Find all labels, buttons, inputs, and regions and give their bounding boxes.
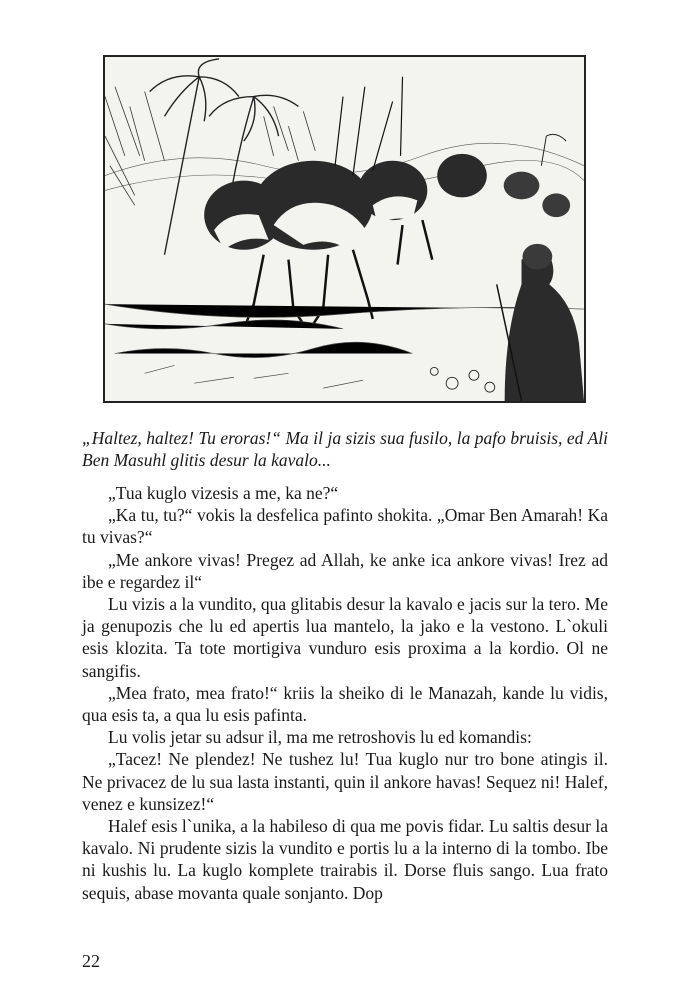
paragraph: „Mea frato, mea frato!“ kriis la sheiko di le Manazah, kande lu vidis, qua esis ta, a qua lu esis pafinta.	[82, 682, 608, 726]
engraving-illustration	[103, 55, 586, 403]
battle-scene-engraving	[105, 57, 584, 401]
paragraph: Lu volis jetar su adsur il, ma me retroshovis lu ed komandis:	[108, 727, 532, 748]
paragraph: „Ka tu, tu?“ vokis la desfelica pafinto shokita. „Omar Ben Amarah! Ka tu vivas?“	[82, 505, 608, 548]
paragraph: Lu vizis a la vundito, qua glitabis desur la kavalo e jacis sur la tero. Me ja genupozis che lu ed apertis lua mantelo, la jako e la vestono. L`okuli esis klozita. Ta tote mortigiva vunduro esis proxima a la kordio. Ol ne sangifis.	[82, 594, 608, 681]
paragraph: „Tua kuglo vizesis a me, ka ne?“	[108, 483, 339, 503]
body-text	[82, 482, 608, 904]
paragraph: „Me ankore vivas! Pregez ad Allah, ke anke ica ankore vivas! Irez ad ibe e regardez il“	[82, 549, 608, 592]
page-number: 22	[82, 951, 100, 971]
illustration-caption: „Haltez, haltez! Tu eroras!“ Ma il ja sizis sua fusilo, la pafo bruisis, ed Ali Ben Masuhl glitis desur la kavalo...	[82, 428, 608, 470]
paragraph: Halef esis l`unika, a la habileso di qua me povis fidar. Lu saltis desur la kavalo. Ni prudente sizis la vundito e portis lu a la interno di la tombo. Ibe ni kushis lu. La kuglo komplete trairabis il. Dorse fluis sango. Lua frato sequis, abase movanta quale sonjanto. Dop	[82, 816, 608, 903]
paragraph: „Tacez! Ne plendez! Ne tushez lu! Tua kuglo nur tro bone atingis il. Ne privacez de lu sua lasta instanti, quin il ankore havas! Sequez ni! Halef, venez e kunsizez!“	[82, 749, 608, 814]
